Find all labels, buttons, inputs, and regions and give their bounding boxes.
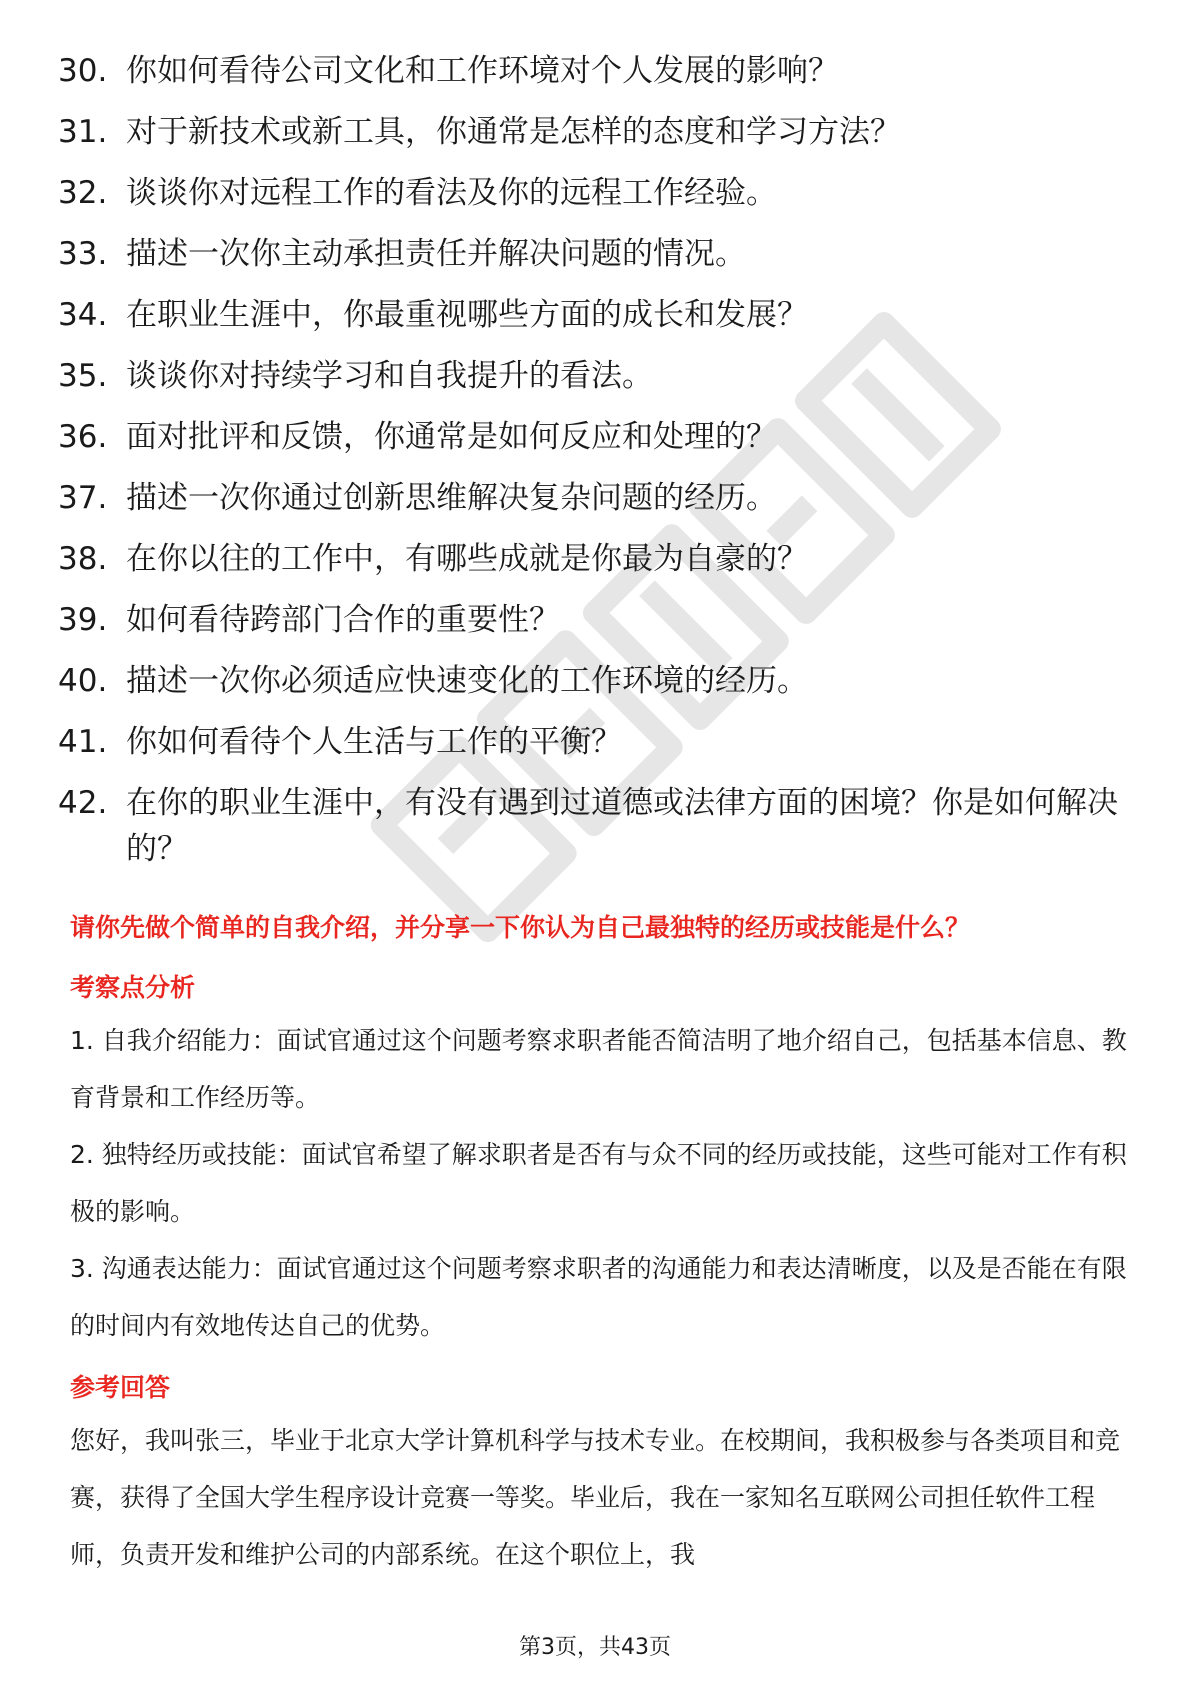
list-item <box>58 719 1128 765</box>
question-number: 41. <box>58 724 108 760</box>
list-item <box>58 475 1128 521</box>
analysis-point: 3. 沟通表达能力：面试官通过这个问题考察求职者的沟通能力和表达清晰度，以及是否能在有限的时间内有效地传达自己的优势。 <box>70 1254 1127 1340</box>
question-number: 35. <box>58 358 108 394</box>
list-item <box>58 231 1128 277</box>
question-number: 39. <box>58 602 108 638</box>
question-text: 在你以往的工作中，有哪些成就是你最为自豪的？ <box>126 541 808 577</box>
list-item <box>58 353 1128 399</box>
question-text: 描述一次你通过创新思维解决复杂问题的经历。 <box>126 480 777 516</box>
question-number: 38. <box>58 541 108 577</box>
question-text: 描述一次你必须适应快速变化的工作环境的经历。 <box>126 663 808 699</box>
question-number: 40. <box>58 663 108 699</box>
question-number: 34. <box>58 297 108 333</box>
question-number: 30. <box>58 53 108 89</box>
question-list <box>58 48 1128 887</box>
analysis-point: 1. 自我介绍能力：面试官通过这个问题考察求职者能否简洁明了地介绍自己，包括基本信息、教育背景和工作经历等。 <box>70 1026 1127 1112</box>
question-text: 对于新技术或新工具，你通常是怎样的态度和学习方法？ <box>126 114 901 150</box>
question-number: 36. <box>58 419 108 455</box>
question-text: 描述一次你主动承担责任并解决问题的情况。 <box>126 236 746 272</box>
question-number: 32. <box>58 175 108 211</box>
question-text: 谈谈你对远程工作的看法及你的远程工作经验。 <box>126 175 777 211</box>
list-item <box>58 414 1128 460</box>
list-item <box>58 658 1128 704</box>
question-text: 在职业生涯中，你最重视哪些方面的成长和发展？ <box>126 297 808 333</box>
answer-text: 您好，我叫张三，毕业于北京大学计算机科学与技术专业。在校期间，我积极参与各类项目和竞赛，获得了全国大学生程序设计竞赛一等奖。毕业后，我在一家知名互联网公司担任软件工程师，负责开发和维护公司的内部系统。在这个职位上，我 <box>70 1426 1121 1569</box>
analysis-heading: 考察点分析 <box>70 973 196 1002</box>
question-number: 31. <box>58 114 108 150</box>
question-text: 在你的职业生涯中，有没有遇到过道德或法律方面的困境？你是如何解决的？ <box>126 785 1118 867</box>
question-number: 33. <box>58 236 108 272</box>
list-item <box>58 292 1128 338</box>
question-number: 42. <box>58 785 108 821</box>
page-number: 第3页，共43页 <box>519 1635 671 1660</box>
list-item <box>58 780 1128 872</box>
list-item <box>58 170 1128 216</box>
answer-heading: 参考回答 <box>70 1373 171 1402</box>
analysis-point: 2. 独特经历或技能：面试官希望了解求职者是否有与众不同的经历或技能，这些可能对工作有积极的影响。 <box>70 1140 1127 1226</box>
list-item <box>58 48 1128 94</box>
list-item <box>58 109 1128 155</box>
question-text: 你如何看待个人生活与工作的平衡？ <box>126 724 622 760</box>
question-number: 37. <box>58 480 108 516</box>
featured-question-heading: 请你先做个简单的自我介绍，并分享一下你认为自己最独特的经历或技能是什么？ <box>70 913 971 942</box>
question-text: 如何看待跨部门合作的重要性？ <box>126 602 560 638</box>
list-item <box>58 597 1128 643</box>
question-text: 你如何看待公司文化和工作环境对个人发展的影响？ <box>126 53 839 89</box>
question-text: 谈谈你对持续学习和自我提升的看法。 <box>126 358 653 394</box>
list-item <box>58 536 1128 582</box>
question-text: 面对批评和反馈，你通常是如何反应和处理的？ <box>126 419 777 455</box>
